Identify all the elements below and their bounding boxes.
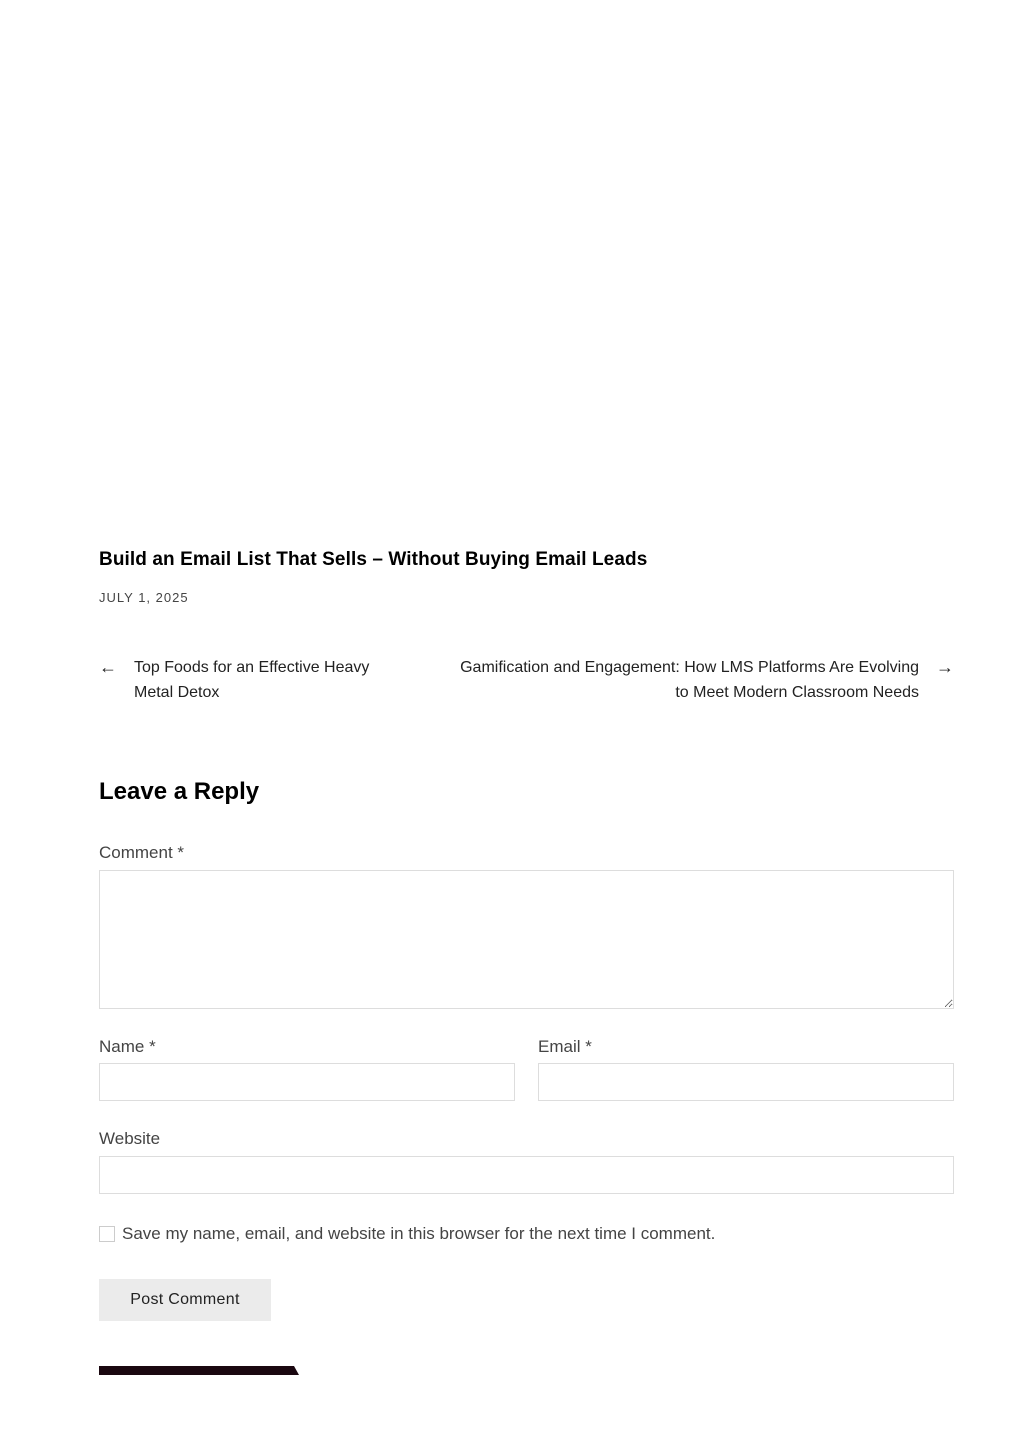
next-post-title: Gamification and Engagement: How LMS Platforms Are Evolving to Meet Modern Classroom Needs [460, 659, 919, 701]
website-label: Website [99, 1129, 161, 1148]
previous-post-link[interactable] [99, 655, 374, 705]
name-label: Name * [99, 1037, 156, 1056]
email-label: Email * [538, 1037, 592, 1056]
footer-accent-shape [99, 1366, 299, 1375]
next-post-link[interactable] [449, 655, 954, 705]
post-title[interactable]: Build an Email List That Sells – Without Buying Email Leads [99, 549, 648, 570]
save-info-label[interactable]: Save my name, email, and website in this browser for the next time I comment. [122, 1224, 716, 1243]
post-date: JULY 1, 2025 [99, 590, 189, 605]
save-info-row [99, 1224, 715, 1244]
arrow-left-icon: ← [99, 657, 117, 677]
post-comment-button[interactable]: Post Comment [99, 1279, 271, 1321]
post-navigation [99, 655, 954, 709]
comment-label: Comment * [99, 843, 185, 862]
reply-heading: Leave a Reply [99, 778, 260, 805]
comment-textarea[interactable] [99, 870, 954, 1009]
save-info-checkbox[interactable] [99, 1226, 115, 1242]
name-field[interactable] [99, 1063, 515, 1101]
footer-accent-bar [99, 1366, 299, 1375]
email-field[interactable] [538, 1063, 954, 1101]
website-field[interactable] [99, 1156, 954, 1194]
arrow-right-icon: → [936, 657, 954, 677]
previous-post-title: Top Foods for an Effective Heavy Metal Detox [134, 659, 370, 701]
